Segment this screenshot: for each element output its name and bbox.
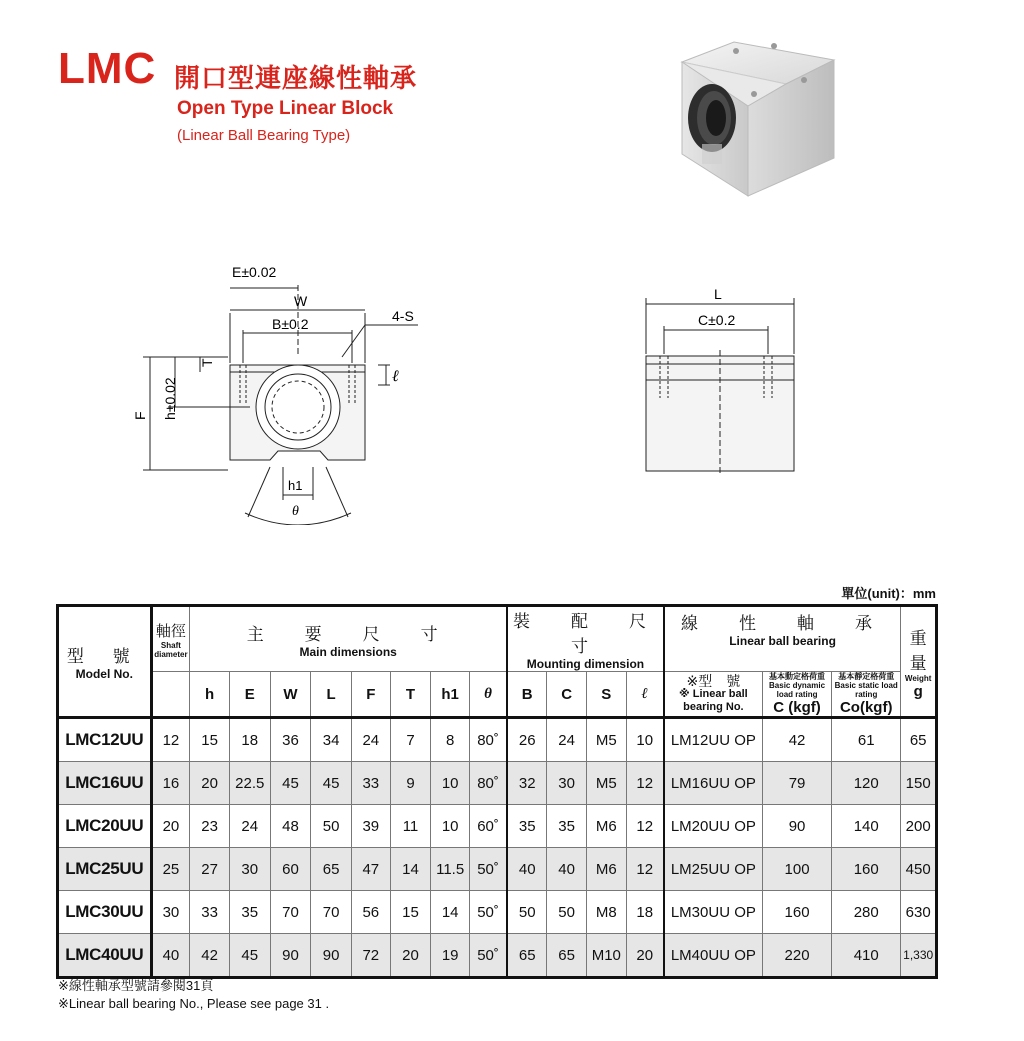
cell-theta: 60˚	[469, 805, 507, 848]
cell-L: 50	[311, 805, 352, 848]
header-dynamic-cn: 基本動定格荷重	[769, 672, 826, 681]
cell-dyn: 79	[762, 762, 831, 805]
cell-bearing: LM16UU OP	[664, 762, 763, 805]
header-weight	[901, 606, 937, 718]
cell-model: LMC16UU	[58, 762, 152, 805]
header-bearing-cn: 線 性 軸 承	[681, 614, 885, 633]
cell-S: M5	[586, 762, 626, 805]
cell-B: 35	[507, 805, 547, 848]
cell-bearing: LM40UU OP	[664, 934, 763, 978]
cell-d: 40	[151, 934, 190, 978]
cell-g: 630	[901, 891, 937, 934]
cell-F: 72	[351, 934, 390, 978]
cell-T: 11	[390, 805, 431, 848]
product-photo	[676, 36, 846, 206]
dim-l-length: L	[714, 286, 722, 302]
header-dynamic	[762, 672, 831, 718]
cell-W: 45	[270, 762, 311, 805]
cell-stat: 120	[832, 762, 901, 805]
cell-g: 1,330	[901, 934, 937, 978]
col-ell: ℓ	[626, 672, 664, 718]
note-chinese: ※線性軸承型號請參閱31頁	[58, 978, 214, 993]
cell-bearing: LM12UU OP	[664, 718, 763, 762]
unit-prefix: 單位(unit)：	[841, 586, 913, 601]
cell-S: M6	[586, 805, 626, 848]
cell-T: 14	[390, 848, 431, 891]
cell-theta: 50˚	[469, 891, 507, 934]
title-chinese: 開口型連座線性軸承	[174, 63, 418, 93]
cell-theta: 50˚	[469, 848, 507, 891]
unit-label	[841, 583, 936, 602]
table-row	[58, 762, 937, 805]
header-shaft	[151, 606, 190, 672]
header-shaft-cn: 軸徑	[155, 622, 186, 640]
cell-T: 20	[390, 934, 431, 978]
header-mount	[507, 606, 687, 672]
cell-g: 450	[901, 848, 937, 891]
cell-E: 24	[229, 805, 270, 848]
col-t: T	[390, 672, 431, 718]
table-row	[58, 891, 937, 934]
cell-dyn: 160	[762, 891, 831, 934]
header-model-en: Model No.	[75, 667, 133, 681]
cell-B: 50	[507, 891, 547, 934]
col-e: E	[229, 672, 270, 718]
cell-L: 70	[311, 891, 352, 934]
cell-B: 40	[507, 848, 547, 891]
col-c: C	[547, 672, 587, 718]
header-shaft-en: Shaft diameter	[154, 640, 188, 659]
cell-W: 90	[270, 934, 311, 978]
cell-bearing: LM20UU OP	[664, 805, 763, 848]
header-bearing-model-cn: ※型 號	[686, 672, 741, 689]
subtitle: (Linear Ball Bearing Type)	[177, 127, 351, 144]
cell-d: 25	[151, 848, 190, 891]
dim-4s: 4-S	[392, 308, 414, 324]
table-row	[58, 805, 937, 848]
header-bearing-model	[664, 672, 763, 718]
dim-w: W	[294, 293, 308, 309]
cell-F: 39	[351, 805, 390, 848]
cell-h1: 8	[431, 718, 470, 762]
cell-g: 200	[901, 805, 937, 848]
cell-g: 65	[901, 718, 937, 762]
header-main-cn: 主 要 尺 寸	[246, 624, 450, 644]
header-model-cn: 型 號	[66, 647, 142, 666]
cell-l: 12	[626, 848, 664, 891]
header-weight-en: Weight	[904, 673, 932, 683]
cell-h1: 10	[431, 805, 470, 848]
cell-dyn: 42	[762, 718, 831, 762]
col-b: B	[507, 672, 547, 718]
cell-stat: 61	[832, 718, 901, 762]
cell-F: 24	[351, 718, 390, 762]
brand-title: LMC	[58, 44, 157, 93]
cell-L: 45	[311, 762, 352, 805]
cell-W: 70	[270, 891, 311, 934]
col-d-blank	[151, 672, 190, 718]
front-view-drawing	[120, 255, 450, 525]
header-mount-cn: 裝 配 尺 寸	[512, 612, 687, 656]
cell-h: 33	[190, 891, 230, 934]
cell-C: 40	[547, 848, 587, 891]
cell-theta: 80˚	[469, 718, 507, 762]
cell-stat: 140	[832, 805, 901, 848]
dim-t: T	[199, 358, 215, 367]
cell-L: 65	[311, 848, 352, 891]
cell-model: LMC20UU	[58, 805, 152, 848]
cell-L: 34	[311, 718, 352, 762]
cell-E: 45	[229, 934, 270, 978]
header-dynamic-en: Basic dynamic load rating	[769, 681, 826, 699]
cell-W: 48	[270, 805, 311, 848]
cell-stat: 280	[832, 891, 901, 934]
cell-bearing: LM30UU OP	[664, 891, 763, 934]
col-l: L	[311, 672, 352, 718]
cell-E: 30	[229, 848, 270, 891]
cell-dyn: 90	[762, 805, 831, 848]
cell-W: 36	[270, 718, 311, 762]
cell-l: 10	[626, 718, 664, 762]
cell-L: 90	[311, 934, 352, 978]
cell-h: 23	[190, 805, 230, 848]
cell-dyn: 100	[762, 848, 831, 891]
dim-f: F	[132, 411, 148, 420]
dim-b: B±0.2	[272, 316, 309, 332]
cell-T: 9	[390, 762, 431, 805]
col-h1: h1	[431, 672, 470, 718]
table-body	[58, 718, 937, 978]
cell-l: 18	[626, 891, 664, 934]
header-static	[832, 672, 901, 718]
cell-h: 27	[190, 848, 230, 891]
unit-value: mm	[912, 586, 936, 601]
col-h: h	[190, 672, 230, 718]
cell-h1: 11.5	[431, 848, 470, 891]
cell-h1: 14	[431, 891, 470, 934]
dim-c: C±0.2	[698, 312, 736, 328]
cell-l: 12	[626, 805, 664, 848]
cell-theta: 80˚	[469, 762, 507, 805]
title-english: Open Type Linear Block	[177, 98, 394, 119]
cell-d: 16	[151, 762, 190, 805]
dim-e: E±0.02	[232, 264, 277, 280]
header-main	[190, 606, 507, 672]
cell-l: 20	[626, 934, 664, 978]
header-model	[58, 606, 152, 718]
cell-F: 47	[351, 848, 390, 891]
cell-h1: 19	[431, 934, 470, 978]
cell-g: 150	[901, 762, 937, 805]
cell-model: LMC40UU	[58, 934, 152, 978]
cell-model: LMC12UU	[58, 718, 152, 762]
dim-l: ℓ	[392, 368, 399, 385]
cell-model: LMC30UU	[58, 891, 152, 934]
cell-bearing: LM25UU OP	[664, 848, 763, 891]
cell-B: 26	[507, 718, 547, 762]
cell-d: 20	[151, 805, 190, 848]
cell-stat: 410	[832, 934, 901, 978]
header-static-en: Basic static load rating	[834, 681, 898, 699]
cell-d: 12	[151, 718, 190, 762]
dim-h1: h1	[288, 478, 303, 493]
table-row	[58, 934, 937, 978]
cell-B: 32	[507, 762, 547, 805]
side-view-drawing	[630, 280, 810, 480]
cell-S: M6	[586, 848, 626, 891]
table-row	[58, 848, 937, 891]
cell-C: 24	[547, 718, 587, 762]
cell-E: 22.5	[229, 762, 270, 805]
dim-theta: θ	[292, 504, 299, 519]
col-f: F	[351, 672, 390, 718]
cell-T: 15	[390, 891, 431, 934]
col-c-kgf: C (kgf)	[773, 699, 821, 716]
header-main-en: Main dimensions	[299, 644, 397, 659]
cell-C: 65	[547, 934, 587, 978]
cell-W: 60	[270, 848, 311, 891]
col-w: W	[270, 672, 311, 718]
header-weight-cn: 重量	[909, 628, 927, 673]
cell-E: 35	[229, 891, 270, 934]
cell-B: 65	[507, 934, 547, 978]
header-bearing-en: Linear ball bearing	[729, 634, 836, 648]
cell-dyn: 220	[762, 934, 831, 978]
cell-d: 30	[151, 891, 190, 934]
cell-stat: 160	[832, 848, 901, 891]
note-english: ※Linear ball bearing No., Please see page 31 .	[58, 996, 330, 1011]
cell-S: M10	[586, 934, 626, 978]
header-bearing-model-en: ※ Linear ball bearing No.	[678, 687, 748, 713]
cell-theta: 50˚	[469, 934, 507, 978]
cell-F: 56	[351, 891, 390, 934]
cell-S: M5	[586, 718, 626, 762]
col-s: S	[586, 672, 626, 718]
cell-h: 42	[190, 934, 230, 978]
cell-model: LMC25UU	[58, 848, 152, 891]
cell-h: 20	[190, 762, 230, 805]
header-static-cn: 基本靜定格荷重	[838, 672, 895, 681]
header-mount-en: Mounting dimension	[526, 657, 645, 671]
col-co-kgf: Co(kgf)	[839, 699, 893, 716]
cell-C: 35	[547, 805, 587, 848]
cell-l: 12	[626, 762, 664, 805]
cell-C: 30	[547, 762, 587, 805]
col-g: g	[913, 682, 923, 700]
spec-table	[56, 604, 938, 979]
col-theta: θ	[469, 672, 507, 718]
cell-T: 7	[390, 718, 431, 762]
cell-S: M8	[586, 891, 626, 934]
cell-h1: 10	[431, 762, 470, 805]
dim-h: h±0.02	[162, 377, 178, 420]
cell-E: 18	[229, 718, 270, 762]
header-bearing	[664, 606, 901, 672]
cell-C: 50	[547, 891, 587, 934]
cell-h: 15	[190, 718, 230, 762]
table-row	[58, 718, 937, 762]
cell-F: 33	[351, 762, 390, 805]
